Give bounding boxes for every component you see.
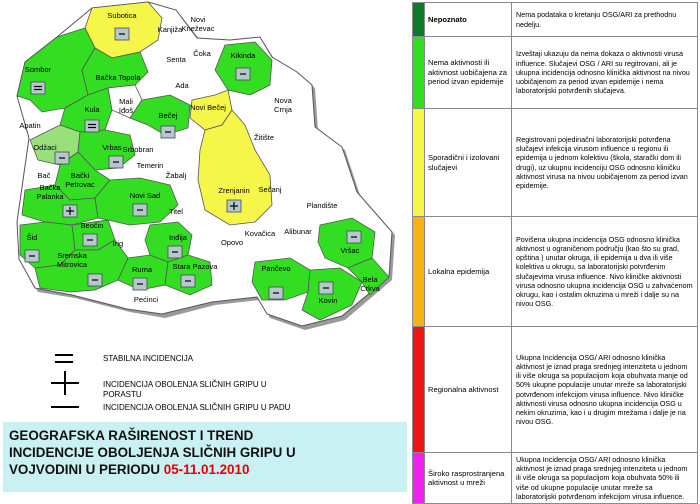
label-kikinda: Kikinda	[230, 51, 256, 60]
activity-color-swatch	[413, 37, 425, 109]
plus-icon	[45, 370, 85, 394]
label-novi-knezevac-2: Kneževac	[181, 24, 215, 33]
label-indjija: Inđija	[169, 233, 187, 242]
label-backi-petrovac: Bački	[70, 171, 90, 180]
label-nova-crnja-2: Crnja	[274, 105, 292, 114]
label-odzaci: Odžaci	[33, 143, 57, 152]
activity-level-name: Nepoznato	[425, 3, 512, 37]
activity-level-name: Lokalna epidemija	[425, 217, 512, 327]
activity-level-table	[412, 2, 698, 504]
label-zabalj: Žabalj	[165, 171, 187, 180]
legend-rise-text	[103, 380, 343, 400]
label-kanjiza: Kanjiža	[157, 25, 183, 34]
legend-rise-text-1: INCIDENCIJA OBOLENJA SLIČNIH GRIPU U	[103, 380, 267, 389]
vojvodina-map	[0, 0, 410, 340]
label-secanj: Sečanj	[258, 185, 282, 194]
activity-level-name: Široko rasprostranjena aktivnost u mreži	[425, 453, 512, 504]
label-kovacica: Kovačica	[244, 229, 276, 238]
label-backa-topola: Bačka Topola	[95, 73, 141, 82]
activity-row	[413, 453, 698, 504]
activity-row	[413, 327, 698, 453]
label-novi-knezevac: Novi	[190, 15, 206, 24]
activity-level-description: Ukupna Incidencija OSG/ ARI odnosno klinička aktivnost je iznad praga srednjeg intenziteta u jednom ili više okruga sa populacijom koja obuhvata 50% ili više od ukupne populacije unutar mreže sa laboratorijski potvrđenom infekcijom virusa influence.	[512, 453, 698, 504]
label-sremska-mitrovica: Sremska	[57, 251, 87, 260]
activity-level-description: Izveštaji ukazuju da nema dokaza o aktivnosti virusa influence. Slučajevi OSG / ARI su regitrovani, ali je ukupna incidencija odnosno klinička aktivnost na nivou uobičajenom za period izvan epidemije i nema laboratorijski potvrđenih slučajeva.	[512, 37, 698, 109]
activity-row	[413, 37, 698, 109]
label-nova-crnja: Nova	[274, 96, 292, 105]
label-temerin: Temerin	[136, 161, 164, 170]
activity-level-name: Sporadični i izolovani slučajevi	[425, 109, 512, 217]
trend-box-sombor	[31, 82, 45, 94]
label-pecinci: Pećinci	[133, 295, 159, 304]
legend-stable-text: STABILNA INCIDENCIJA	[103, 354, 194, 363]
activity-color-swatch	[413, 453, 425, 504]
label-subotica: Subotica	[107, 11, 137, 20]
trend-box-kula	[85, 120, 99, 132]
legend-stable	[45, 347, 375, 371]
label-coka: Čoka	[193, 49, 211, 58]
label-srbobran: Srbobran	[122, 145, 154, 154]
equals-icon	[45, 347, 85, 371]
activity-level-description: Ukupna Incidencija OSG/ ARI odnosno klinička aktivnost je iznad praga srednjeg intenziteta u jednom ili više okruga sa populacijom koja obuhvata manje od 50% ukupne populacije unutar mreže sa laboratorijski potvrđenom infekcijom virusa influence. Nivo kliničke aktivnosti virusa odnosno ukupna incidencija OSG u nekim okruzima, kao i u drugim mrežama i dalje je na nivou OSG.	[512, 327, 698, 453]
label-alibunar: Alibunar	[284, 227, 312, 236]
activity-row	[413, 217, 698, 327]
activity-color-swatch	[413, 3, 425, 37]
label-kovin: Kovin	[318, 296, 338, 305]
activity-level-name: Nema aktivnosti ili aktivnost uobičajena za period izvan epidemije	[425, 37, 512, 109]
activity-color-swatch	[413, 217, 425, 327]
title-line-1: GEOGRAFSKA RAŠIRENOST I TREND	[9, 428, 254, 443]
label-pancevo: Pančevo	[261, 264, 291, 273]
label-apatin: Apatin	[19, 121, 41, 130]
label-ruma: Ruma	[131, 265, 153, 274]
label-mali-idjos: Mali	[119, 97, 133, 106]
label-mali-idjos-2: Iđoš	[118, 106, 134, 115]
label-sremska-mitrovica-2: Mitrovica	[56, 260, 88, 269]
label-stara-pazova: Stara Pazova	[172, 262, 218, 271]
label-kula: Kula	[84, 105, 100, 114]
label-zrenjanin: Zrenjanin	[218, 186, 250, 195]
legend-rise-text-2: PORASTU	[103, 390, 142, 399]
label-backa-palanka: Bačka	[39, 183, 61, 192]
label-novi-becej: Novi Bečej	[190, 103, 226, 112]
activity-level-description: Nema podataka o kretanju OSG/ARI za prethodnu nedelju.	[512, 3, 698, 37]
label-irig: Irig	[112, 239, 124, 248]
legend-fall	[45, 400, 375, 424]
legend-rise	[45, 370, 375, 400]
label-vrbas: Vrbas	[102, 143, 122, 152]
label-ada: Ada	[175, 81, 189, 90]
report-title	[3, 422, 407, 492]
title-line-3-prefix: VOJVODINI U PERIODU	[9, 462, 164, 477]
label-backi-petrovac-2: Petrovac	[65, 180, 95, 189]
label-bela-crkva-2: Crkva	[360, 284, 380, 293]
label-vrsac: Vršac	[340, 246, 360, 255]
label-senta: Senta	[166, 55, 186, 64]
activity-color-swatch	[413, 327, 425, 453]
activity-level-name: Regionalna aktivnost	[425, 327, 512, 453]
activity-color-swatch	[413, 109, 425, 217]
label-bela-crkva: Bela	[362, 275, 378, 284]
activity-row	[413, 3, 698, 37]
activity-level-description: Povišena ukupna incidencija OSG odnosno klinička aktivnost u ograničenom području (kao što su grad, opština ) unutar okruga, ili epidemija u dva ili više kolektiva u okrugu, sa laboratorijski potvrđenim slučajevima virusa influence. Nivo kliničke aktivnosti virusa odnosno ukupna incidencija OSG u zahvaćenom okrugu, kao i ostalim okruzima u mreži i dalje su na nivou OSG.	[512, 217, 698, 327]
minus-icon	[45, 400, 85, 424]
label-bac: Bač	[37, 171, 51, 180]
legend-fall-text: INCIDENCIJA OBOLENJA SLIČNIH GRIPU U PADU	[103, 403, 291, 412]
title-line-2: INCIDENCIJE OBOLJENJA SLIČNIH GRIPU U	[9, 445, 296, 460]
activity-level-description: Registrovani pojedinačni laboratorijski potvrđena slučajevi infekcija virusom influence u regionu ili epidemija u jednom kolektivu (škola, starački dom ili drugi), uz ukupnu incidenciju OSG odnosno kliničku aktivnost virusa na nivou uobičajenom za period izvan epidemije.	[512, 109, 698, 217]
label-sombor: Sombor	[24, 65, 52, 74]
title-date: 05-11.01.2010	[163, 462, 250, 477]
label-titel: Titel	[169, 207, 183, 216]
label-opovo: Opovo	[220, 238, 244, 247]
label-backa-palanka-2: Palanka	[36, 192, 64, 201]
activity-row	[413, 109, 698, 217]
title-line-3	[9, 461, 401, 478]
label-plandiste: Plandište	[306, 201, 338, 210]
label-beocin: Beočin	[80, 221, 104, 230]
label-novi-sad: Novi Sad	[129, 191, 161, 200]
label-becej: Bečej	[158, 111, 178, 120]
label-sid: Šid	[26, 233, 38, 242]
label-zitiste: Žitište	[253, 133, 275, 142]
